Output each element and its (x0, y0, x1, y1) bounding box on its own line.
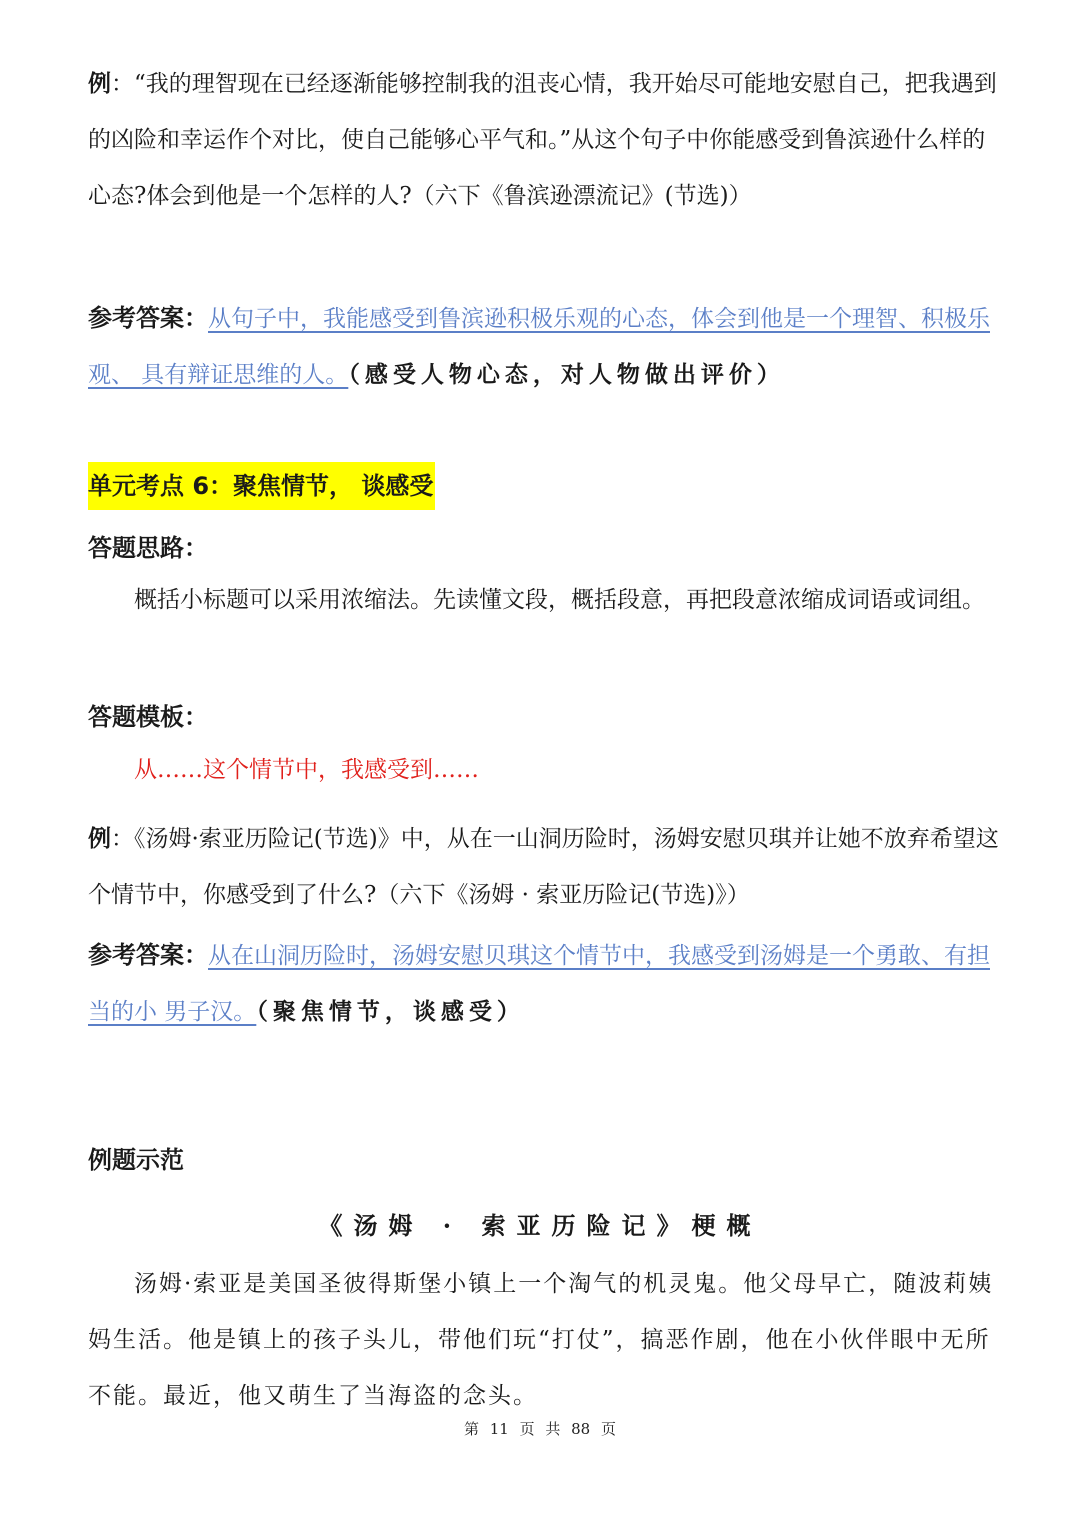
template-label: 答题模板： (88, 703, 208, 731)
example-1-label: 例 (88, 71, 111, 97)
example-2-paragraph (88, 811, 1008, 923)
example-1-text: ：“我的理智现在已经逐渐能够控制我的沮丧心情，我开始尽可能地安慰自己，把我遇到的凶险和幸运作个对比，使自己能够心平气和。”从这个句子中你能感受到鲁滨逊什么样的心态?体会到他是一个怎样的人?（六下《鲁滨逊漂流记》(节选)） (88, 71, 997, 209)
answer-2-label: 参考答案： (88, 941, 208, 969)
approach-label: 答题思路： (88, 534, 208, 562)
unit-6-title: 单元考点 6：聚焦情节， 谈感受 (88, 462, 435, 510)
answer-1-text: 从句子中，我能感受到鲁滨逊积极乐观的心态，体会到他是一个理智、积极乐观、 具有辩证思维的人。 (88, 306, 990, 388)
template-text: 从……这个情节中，我感受到…… (134, 757, 479, 783)
answer-1-paragraph (88, 290, 1008, 403)
answer-1-label: 参考答案： (88, 304, 208, 332)
example-2-label: 例 (88, 826, 111, 852)
answer-2-text: 从在山洞历险时，汤姆安慰贝琪这个情节中，我感受到汤姆是一个勇敢、有担当的小 男子汉。 (88, 943, 990, 1025)
unit-6-title-wrapper (88, 462, 435, 510)
example-demo-heading: 例题示范 (88, 1146, 184, 1174)
answer-2-tag: （聚焦情节，谈感受） (256, 999, 525, 1025)
example-1-paragraph (88, 56, 1008, 224)
approach-text: 概括小标题可以采用浓缩法。先读懂文段，概括段意，再把段意浓缩成词语或词组。 (134, 587, 985, 613)
answer-1-tag: （感受人物心态，对人物做出评价） (348, 362, 785, 388)
answer-2-paragraph (88, 927, 1008, 1040)
story-paragraph: 汤姆·索亚是美国圣彼得斯堡小镇上一个淘气的机灵鬼。他父母早亡，随波莉姨妈生活。他是镇上的孩子头儿，带他们玩“打仗”，搞恶作剧，他在小伙伴眼中无所不能。最近，他又萌生了当海盗的念头。 (88, 1271, 994, 1409)
page-number-footer: 第 11 页 共 88 页 (463, 1420, 616, 1438)
example-2-text: ：《汤姆·索亚历险记(节选)》中，从在一山洞历险时，汤姆安慰贝琪并让她不放弃希望这个情节中，你感受到了什么?（六下《汤姆 · 索亚历险记(节选)》） (88, 826, 999, 908)
story-title: 《汤姆 · 索亚历险记》梗概 (318, 1211, 762, 1240)
